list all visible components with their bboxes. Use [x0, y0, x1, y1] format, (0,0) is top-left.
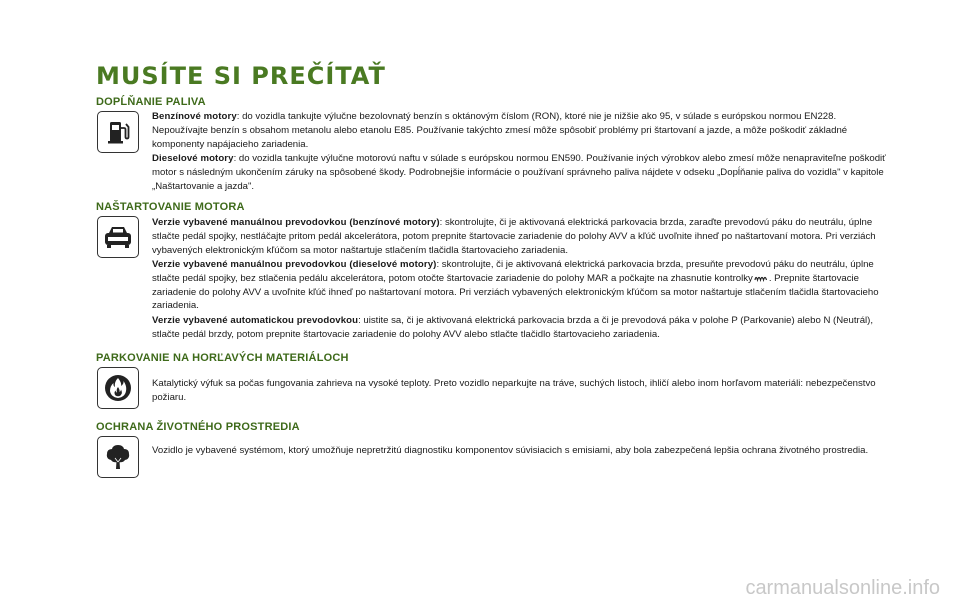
fuel-pump-icon — [97, 111, 139, 153]
text-automatic: : uistite sa, či je aktivovaná elektrická parkovacia brzda a či je prevodová páka v polohe P (Parkovanie) alebo N (Neutrál), stlačte pedál brzdy, potom prepnite štartovacie zariadenie do polohy AVV alebo stlačte tlačidlo štartovacieho zariadenia. — [152, 315, 874, 340]
glow-plug-icon — [754, 273, 768, 282]
page-title: MUSÍTE SI PREČÍTAŤ — [96, 62, 386, 90]
text-manual-petrol: : skontrolujte, či je aktivovaná elektrická parkovacia brzda, zaraďte prevodovú páku do neutrálu, úplne stlačte pedál spojky, nestláčajte pritom pedál akcelerátora, potom prepnite štartovacie zariadenie do polohy AVV a kľúč uvoľnite ihneď po naštartovaní motora. Pri verziách vybavených elektronickým kľúčom sa motor naštartuje stlačením tlačidla štartovacieho zariadenia. — [152, 217, 876, 256]
label-automatic: Verzie vybavené automatickou prevodovkou — [152, 315, 359, 326]
label-manual-petrol: Verzie vybavené manuálnou prevodovkou (benzínové motory) — [152, 217, 440, 228]
fire-warning-icon — [97, 367, 139, 409]
section-heading-environment: OCHRANA ŽIVOTNÉHO PROSTREDIA — [96, 421, 300, 433]
paragraph-environment — [152, 444, 887, 458]
tree-icon — [97, 436, 139, 478]
text-environment: Vozidlo je vybavené systémom, ktorý umožňuje nepretržitú diagnostiku komponentov súvisiacich s emisiami, aby bola zabezpečená lepšia ochrana životného prostredia. — [152, 445, 869, 456]
car-icon — [97, 216, 139, 258]
section-heading-parking: PARKOVANIE NA HORĽAVÝCH MATERIÁLOCH — [96, 352, 349, 364]
label-manual-diesel: Verzie vybavené manuálnou prevodovkou (dieselové motory) — [152, 259, 437, 270]
label-diesel-engines: Dieselové motory — [152, 153, 234, 164]
label-petrol-engines: Benzínové motory — [152, 111, 237, 122]
section-heading-fuel: DOPĹŇANIE PALIVA — [96, 96, 206, 108]
text-diesel-engines: : do vozidla tankujte výlučne motorovú naftu v súlade s európskou normou EN590. Používanie iných výrobkov alebo zmesí môže nenapraviteľne poškodiť motor s následným ukončením záruky na spôsobené škody. Podrobnejšie informácie o používaní správneho paliva nájdete v odseku „Dopĺňanie paliva do vozidla" v kapitole „Naštartovanie a jazda". — [152, 153, 886, 192]
paragraph-petrol-engines — [152, 110, 887, 151]
paragraph-manual-diesel — [152, 258, 887, 313]
watermark: carmanualsonline.info — [745, 577, 940, 599]
paragraph-parking — [152, 377, 887, 405]
paragraph-automatic — [152, 314, 887, 342]
section-heading-starting: NAŠTARTOVANIE MOTORA — [96, 201, 245, 213]
text-manual-diesel-continued: . Prepnite štartovacie zariadenie do polohy AVV a uvoľnite kľúč ihneď po naštartovaní motora. Pri verziách vybavených elektronickým kľúčom sa motor naštartuje stlačením tlačidla štartovacieho zariadenia. — [152, 272, 879, 312]
paragraph-diesel-engines — [152, 152, 887, 193]
text-manual-diesel: : skontrolujte, či je aktivovaná elektrická parkovacia brzda, presuňte prevodovú páku do neutrálu, úplne stlačte pedál spojky, bez stlačenia pedálu akcelerátora, potom otočte štartovacie zariadenie do polohy MAR a počkajte na zhasnutie kontrolky — [152, 259, 874, 284]
paragraph-manual-petrol — [152, 216, 887, 257]
text-petrol-engines: : do vozidla tankujte výlučne bezolovnatý benzín s oktánovým číslom (RON), ktoré nie je nižšie ako 95, v súlade s európskou normou EN228. Nepoužívajte benzín s obsahom metanolu alebo etanolu E85. Používanie takýchto zmesí môže spôsobiť problémy pri štartovaní a jazde, a môže poškodiť základné komponenty napájacieho zariadenia. — [152, 111, 848, 150]
text-parking: Katalytický výfuk sa počas fungovania zahrieva na vysoké teploty. Preto vozidlo neparkujte na tráve, suchých listoch, ihličí alebo inom horľavom materiáli: nebezpečenstvo požiaru. — [152, 378, 876, 403]
